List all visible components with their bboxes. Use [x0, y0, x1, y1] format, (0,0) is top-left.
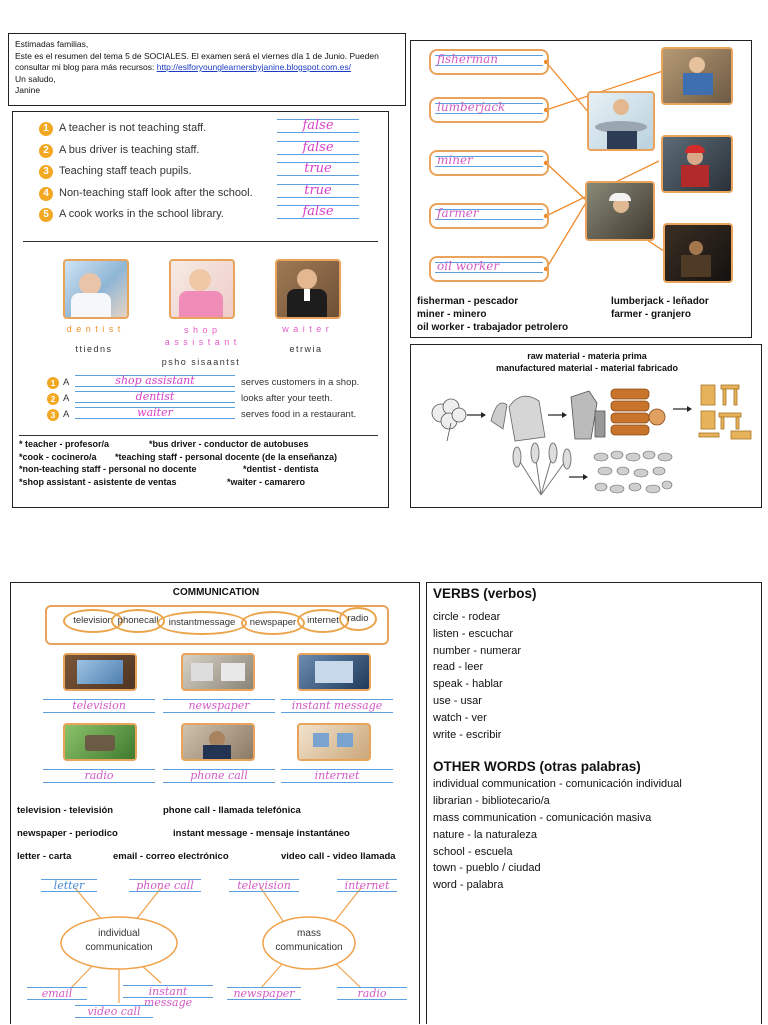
article-a: A: [63, 393, 70, 404]
job-answer-field[interactable]: waiter: [75, 407, 235, 419]
answer-field[interactable]: false: [277, 119, 359, 133]
fisherman-photo: [587, 91, 655, 151]
bubble-radio[interactable]: radio: [339, 607, 377, 631]
verbs-list: [433, 609, 755, 743]
worker-vocab: [417, 295, 749, 334]
mass-item-television: television: [229, 879, 299, 892]
miner-photo: [661, 135, 733, 193]
vocab-television: television - televisión: [17, 805, 114, 816]
job-word-dentist: d e n t i s t: [66, 324, 122, 334]
number-circle: 4: [39, 187, 53, 201]
photo-label-phone-call: phone call: [163, 769, 275, 783]
other-word-item: individual communication - comunicación individual: [433, 778, 682, 791]
verb-item: write - escribir: [433, 728, 502, 741]
vocab-video-call: video call - video llamada: [281, 851, 396, 862]
answer-field[interactable]: false: [277, 205, 359, 219]
materials-box: [410, 344, 762, 508]
worker-label-text: miner: [437, 153, 473, 167]
number-circle: 2: [39, 144, 53, 158]
verbs-box: [426, 582, 762, 1024]
other-word-item: school - escuela: [433, 845, 513, 858]
verb-item: listen - escuchar: [433, 627, 514, 640]
worker-label-lumberjack: [429, 97, 549, 123]
blog-link[interactable]: http://eslforyounglearnersbyjanine.blogspot.com.es/: [156, 62, 351, 72]
verb-item: speak - hablar: [433, 678, 503, 691]
vocab-email: email - correo electrónico: [113, 851, 229, 862]
statement-text: Teaching staff teach pupils.: [59, 165, 192, 177]
bubble-phonecall[interactable]: phonecall: [111, 609, 165, 633]
answer-field[interactable]: true: [277, 162, 359, 176]
worker-label-text: fisherman: [437, 52, 498, 66]
other-word-item: nature - la naturaleza: [433, 828, 537, 841]
job-sentence-row: [47, 390, 377, 407]
worker-label-oil-worker: [429, 256, 549, 282]
vocab-dentist: *dentist - dentista: [243, 464, 319, 474]
cotton-drawing: [432, 399, 466, 441]
lumberjack-photo: [661, 47, 733, 105]
true-false-row: [39, 161, 379, 185]
staff-vocab: [19, 438, 387, 488]
article-a: A: [63, 409, 70, 420]
scrambled-waiter: etrwia: [289, 344, 323, 354]
bubble-television[interactable]: television: [63, 609, 123, 633]
wheat-drawing: [513, 443, 571, 495]
vocab-cook: *cook - cocinero/a: [19, 451, 97, 462]
individual-communication-label: individual communication: [85, 928, 153, 953]
number-circle: 3: [39, 165, 53, 179]
vocab-non-teaching-staff: *non-teaching staff - personal no docente: [19, 464, 197, 474]
furniture-drawing: [699, 385, 751, 439]
job-word-shop-assistant: s h o p a s s i s t a n t: [164, 325, 238, 347]
individual-item-video-call: video call: [75, 1005, 153, 1018]
vocab-instant-message: instant message - mensaje instantáneo: [173, 828, 350, 839]
shop-assistant-photo: [169, 259, 235, 319]
divider: [19, 435, 378, 436]
oil-worker-photo: [585, 181, 655, 241]
statement-text: A teacher is not teaching staff.: [59, 122, 207, 134]
photo-label-instant-message: instant message: [281, 699, 393, 713]
letter-closing: Un saludo,: [15, 73, 56, 84]
clothes-drawing: [571, 391, 605, 439]
letter-signature: Janine: [15, 85, 41, 95]
dentist-photo: [63, 259, 129, 319]
individual-item-phone-call: phone call: [129, 879, 201, 892]
bubble-instantmessage[interactable]: instantmessage: [157, 611, 247, 635]
other-word-item: word - palabra: [433, 879, 504, 892]
number-circle: 3: [47, 409, 59, 421]
worker-label-text: farmer: [437, 206, 479, 220]
verb-item: read - leer: [433, 661, 484, 674]
true-false-row: [39, 118, 379, 142]
true-false-row: [39, 204, 379, 228]
bubble-newspaper[interactable]: newspaper: [241, 611, 305, 635]
worker-label-text: lumberjack: [437, 100, 506, 114]
vocab-newspaper: newspaper - periodico: [17, 828, 118, 839]
photo-label-newspaper: newspaper: [163, 699, 275, 713]
scrambled-shop-assistant: psho sisaantst: [161, 357, 241, 367]
mass-item-newspaper: newspaper: [227, 987, 301, 1000]
number-circle: 1: [39, 122, 53, 136]
raw-material-label: raw material - materia prima: [527, 351, 647, 361]
vocab-teacher: * teacher - profesor/a: [19, 439, 110, 449]
verb-item: circle - rodear: [433, 611, 501, 623]
number-circle: 5: [39, 208, 53, 222]
vocab-waiter: *waiter - camarero: [227, 476, 306, 487]
verb-item: watch - ver: [433, 711, 487, 724]
verbs-title: VERBS (verbos): [433, 586, 537, 601]
other-words-list: [433, 776, 755, 894]
verb-item: use - usar: [433, 694, 482, 707]
answer-field[interactable]: false: [277, 141, 359, 155]
vocab-phone-call: phone call - llamada telefónica: [163, 805, 301, 816]
other-word-item: librarian - bibliotecario/a: [433, 795, 550, 808]
photo-label-internet: internet: [281, 769, 393, 783]
vocab-farmer: farmer - granjero: [611, 309, 692, 320]
letter-link-line: [15, 62, 399, 74]
letter-link-prefix: consultar mi blog para más recursos:: [15, 62, 157, 72]
other-word-item: town - pueblo / ciudad: [433, 862, 541, 875]
sentence-rest: serves customers in a shop.: [241, 377, 360, 388]
communication-box: [10, 582, 420, 1024]
mass-item-radio: radio: [337, 987, 407, 1000]
vocab-shop-assistant: *shop assistant - asistente de ventas: [19, 476, 177, 487]
statement-text: A bus driver is teaching staff.: [59, 143, 200, 156]
letter-body: Este es el resumen del tema 5 de SOCIALES. El examen será el viernes día 1 de Junio. Pueden: [15, 50, 379, 61]
waiter-photo: [275, 259, 341, 319]
article-a: A: [63, 377, 70, 388]
pasta-drawing: [594, 451, 672, 493]
communication-title: COMMUNICATION: [172, 587, 260, 598]
statement-text: A cook works in the school library.: [59, 208, 224, 220]
workers-box: [410, 40, 752, 338]
other-words-title: OTHER WORDS (otras palabras): [433, 759, 641, 775]
verb-item: number - numerar: [433, 644, 522, 657]
manufactured-material-label: manufactured material - material fabricado: [495, 363, 679, 373]
number-circle: 2: [47, 393, 59, 405]
individual-item-email: email: [27, 987, 87, 1000]
job-answer-field[interactable]: dentist: [75, 391, 235, 403]
sentence-rest: serves food in a restaurant.: [241, 409, 357, 420]
vocab-oil-worker: oil worker - trabajador petrolero: [417, 322, 569, 333]
job-answer-field[interactable]: shop assistant: [75, 375, 235, 387]
job-sentence-row: [47, 406, 377, 423]
sentence-rest: looks after your teeth.: [241, 393, 333, 404]
photo-label-radio: radio: [43, 769, 155, 783]
job-word-waiter: w a i t e r: [282, 324, 330, 334]
letter-box: [8, 33, 406, 106]
vocab-teaching-staff: *teaching staff - personal docente (de la enseñanza): [115, 451, 338, 462]
worker-label-miner: [429, 150, 549, 176]
individual-item-letter: letter: [41, 879, 97, 892]
cloth-drawing: [491, 396, 545, 441]
vocab-lumberjack: lumberjack - leñador: [611, 296, 709, 307]
mass-communication-label: mass communication: [275, 928, 343, 953]
communication-diagram-lines: [11, 583, 421, 1025]
statement-text: Non-teaching staff look after the school.: [59, 186, 253, 199]
materials-illustration: [411, 345, 763, 509]
worker-label-farmer: [429, 203, 549, 229]
divider: [23, 241, 378, 242]
number-circle: 1: [47, 377, 59, 389]
vocab-bus-driver: *bus driver - conductor de autobuses: [149, 439, 309, 449]
vocab-letter: letter - carta: [17, 851, 72, 862]
mass-item-internet: internet: [337, 879, 397, 892]
other-word-item: mass communication - comunicación masiva: [433, 811, 652, 824]
farmer-photo: [663, 223, 733, 283]
bubble-internet[interactable]: internet: [297, 609, 349, 633]
letter-greeting: Estimadas familias,: [15, 39, 89, 49]
scrambled-dentist: ttiedns: [75, 344, 113, 354]
vocab-miner: miner - minero: [417, 309, 487, 320]
vocab-fisherman: fisherman - pescador: [417, 296, 519, 307]
worker-label-fisherman: [429, 49, 549, 75]
answer-field[interactable]: true: [277, 184, 359, 198]
staff-worksheet: [12, 111, 389, 508]
individual-item-instant-message: instant message: [123, 985, 213, 998]
job-sentence-row: [47, 374, 377, 391]
logs-drawing: [611, 389, 665, 435]
photo-label-television: television: [43, 699, 155, 713]
worker-label-text: oil worker: [437, 259, 500, 273]
